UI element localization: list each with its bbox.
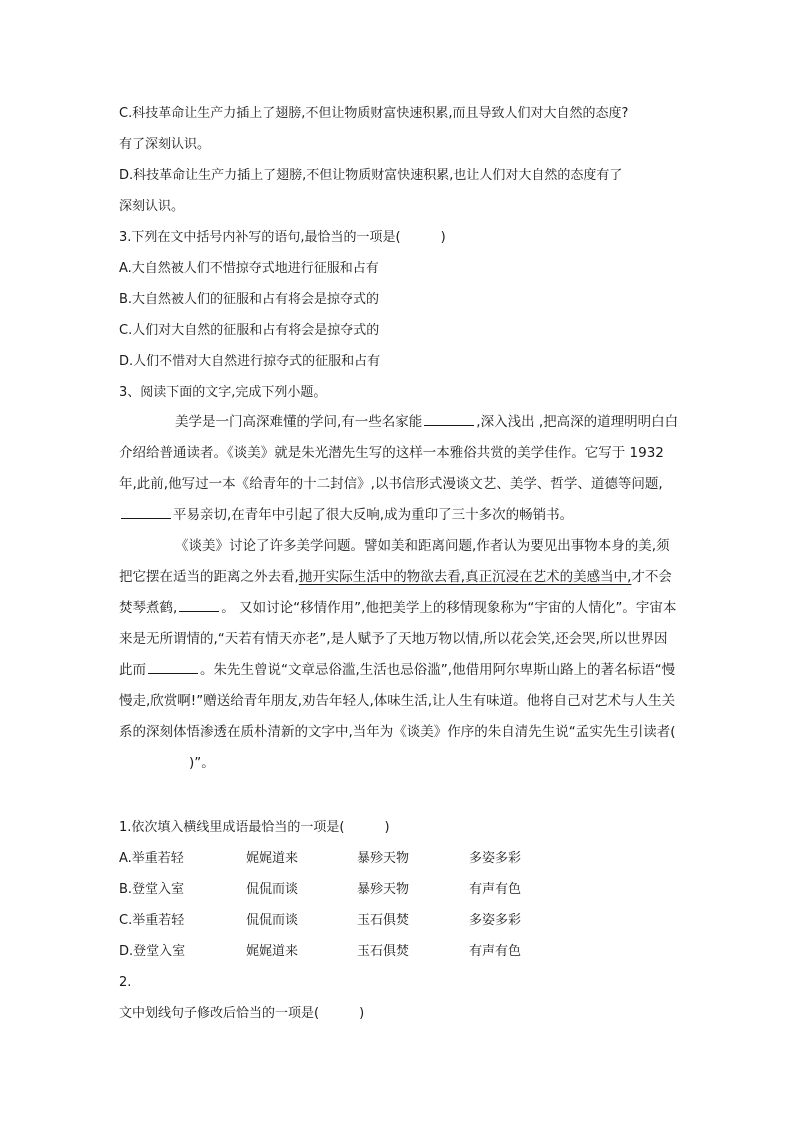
option-d-col-4: 有声有色 [469, 944, 522, 959]
question-1-stem-close: ) [384, 820, 390, 835]
question-2-stem [119, 1004, 364, 1024]
option-b-col-4: 有声有色 [469, 882, 522, 897]
question-2-number: 2. [119, 975, 132, 990]
option-c-col-3: 玉石俱焚 [357, 913, 410, 928]
option-a-col-2: 娓娓道来 [246, 851, 299, 866]
option-d-col-1: D.登堂入室 [119, 944, 186, 959]
blank-2 [121, 504, 171, 519]
option-c-line-2: 有了深刻认识。 [119, 137, 211, 152]
option-c-col-1: C.举重若轻 [119, 913, 185, 928]
question-1-stem-text: 1.依次填入横线里成语最恰当的一项是( [119, 820, 345, 835]
option-c-col-2: 侃侃而谈 [246, 913, 299, 928]
question-3-stem-text: 3.下列在文中括号内补写的语句,最恰当的一项是( [119, 230, 401, 245]
question-3-option-a: A.大自然被人们不惜掠夺式地进行征服和占有 [119, 261, 379, 276]
passage-p1-text-b: ,深入浅出 ,把高深的道理明明白白介绍给普通读者。《谈美》就是朱光潜先生写的这样一本雅俗共赏的美学佳作。它写于 1932 年,此前,他写过一本《给青年的十二封信》,以书信形式漫谈文艺、美学、哲学、道德等问题, [119, 414, 679, 492]
passage-p2-text-b: 才不会焚琴煮鹤, [119, 569, 672, 616]
question-3-stem [119, 228, 446, 248]
option-d-line-1: D.科技革命让生产力插上了翅膀,不但让物质财富快速积累,也让人们对大自然的态度有了 [119, 168, 623, 183]
option-b-col-2: 侃侃而谈 [246, 882, 299, 897]
question-1-stem [119, 818, 390, 838]
question-2-stem-close: ) [359, 1006, 365, 1021]
question-3-option-c: C.人们对大自然的征服和占有将会是掠夺式的 [119, 323, 380, 338]
passage-paragraph-2 [119, 531, 679, 779]
question-3-option-b: B.大自然被人们的征服和占有将会是掠夺式的 [119, 292, 380, 307]
passage-paragraph-1 [119, 407, 679, 531]
blank-1 [424, 411, 474, 426]
blank-4 [148, 659, 198, 674]
option-c-line-1: C.科技革命让生产力插上了翅膀,不但让物质财富快速积累,而且导致人们对大自然的态度? [119, 106, 629, 121]
option-b-col-3: 暴殄天物 [357, 882, 410, 897]
option-b-col-1: B.登堂入室 [119, 882, 185, 897]
option-a-col-1: A.举重若轻 [119, 851, 184, 866]
question-3-stem-close: ) [440, 230, 446, 245]
passage-p1-text-a: 美学是一门高深难懂的学问,有一些名家能 [175, 414, 423, 430]
passage-p2-text-a: 《谈美》讨论了许多美学问题。譬如美和距离问题,作者认为要见出事物本身的美,须把它摆在适当的距离之外去看, [119, 538, 670, 585]
underlined-sentence: 抛开实际生活中的物欲去看,真正沉浸在艺术的美感当中, [298, 569, 632, 585]
option-d-line-2: 深刻认识。 [119, 199, 185, 214]
section-title: 3、阅读下面的文字,完成下列小题。 [119, 385, 327, 400]
passage-p1-text-c: 平易亲切,在青年中引起了很大反响,成为重印了三十多次的畅销书。 [173, 507, 574, 523]
option-d-col-2: 娓娓道来 [246, 944, 299, 959]
passage-p2-text-d: 。朱先生曾说“文章忌俗滥,生活也忌俗滥”,他借用阿尔卑斯山路上的著名标语“慢慢走,欣赏啊!”赠送给青年朋友,劝告年轻人,体味生活,让人生有味道。他将自己对艺术与人生关系的深刻体悟渗透在质朴清新的文字中,当年为《谈美》作序的朱自清先生说“孟实先生引读者( [119, 662, 676, 740]
option-a-col-3: 暴殄天物 [357, 851, 410, 866]
option-a-col-4: 多姿多彩 [469, 851, 522, 866]
question-2-stem-text: 文中划线句子修改后恰当的一项是( [119, 1006, 320, 1021]
passage-p2-text-c: 。 又如讨论“移情作用”,他把美学上的移情现象称为“宇宙的人情化”。宇宙本来是无所谓情的,“天若有情天亦老”,是人赋予了天地万物以情,所以花会笑,还会哭,所以世界因此而 [119, 600, 677, 678]
question-3-option-d: D.人们不惜对大自然进行掠夺式的征服和占有 [119, 354, 381, 369]
blank-3 [179, 597, 219, 612]
option-c-col-4: 多姿多彩 [469, 913, 522, 928]
passage-p2-text-e: )”。 [189, 755, 215, 771]
option-d-col-3: 玉石俱焚 [357, 944, 410, 959]
